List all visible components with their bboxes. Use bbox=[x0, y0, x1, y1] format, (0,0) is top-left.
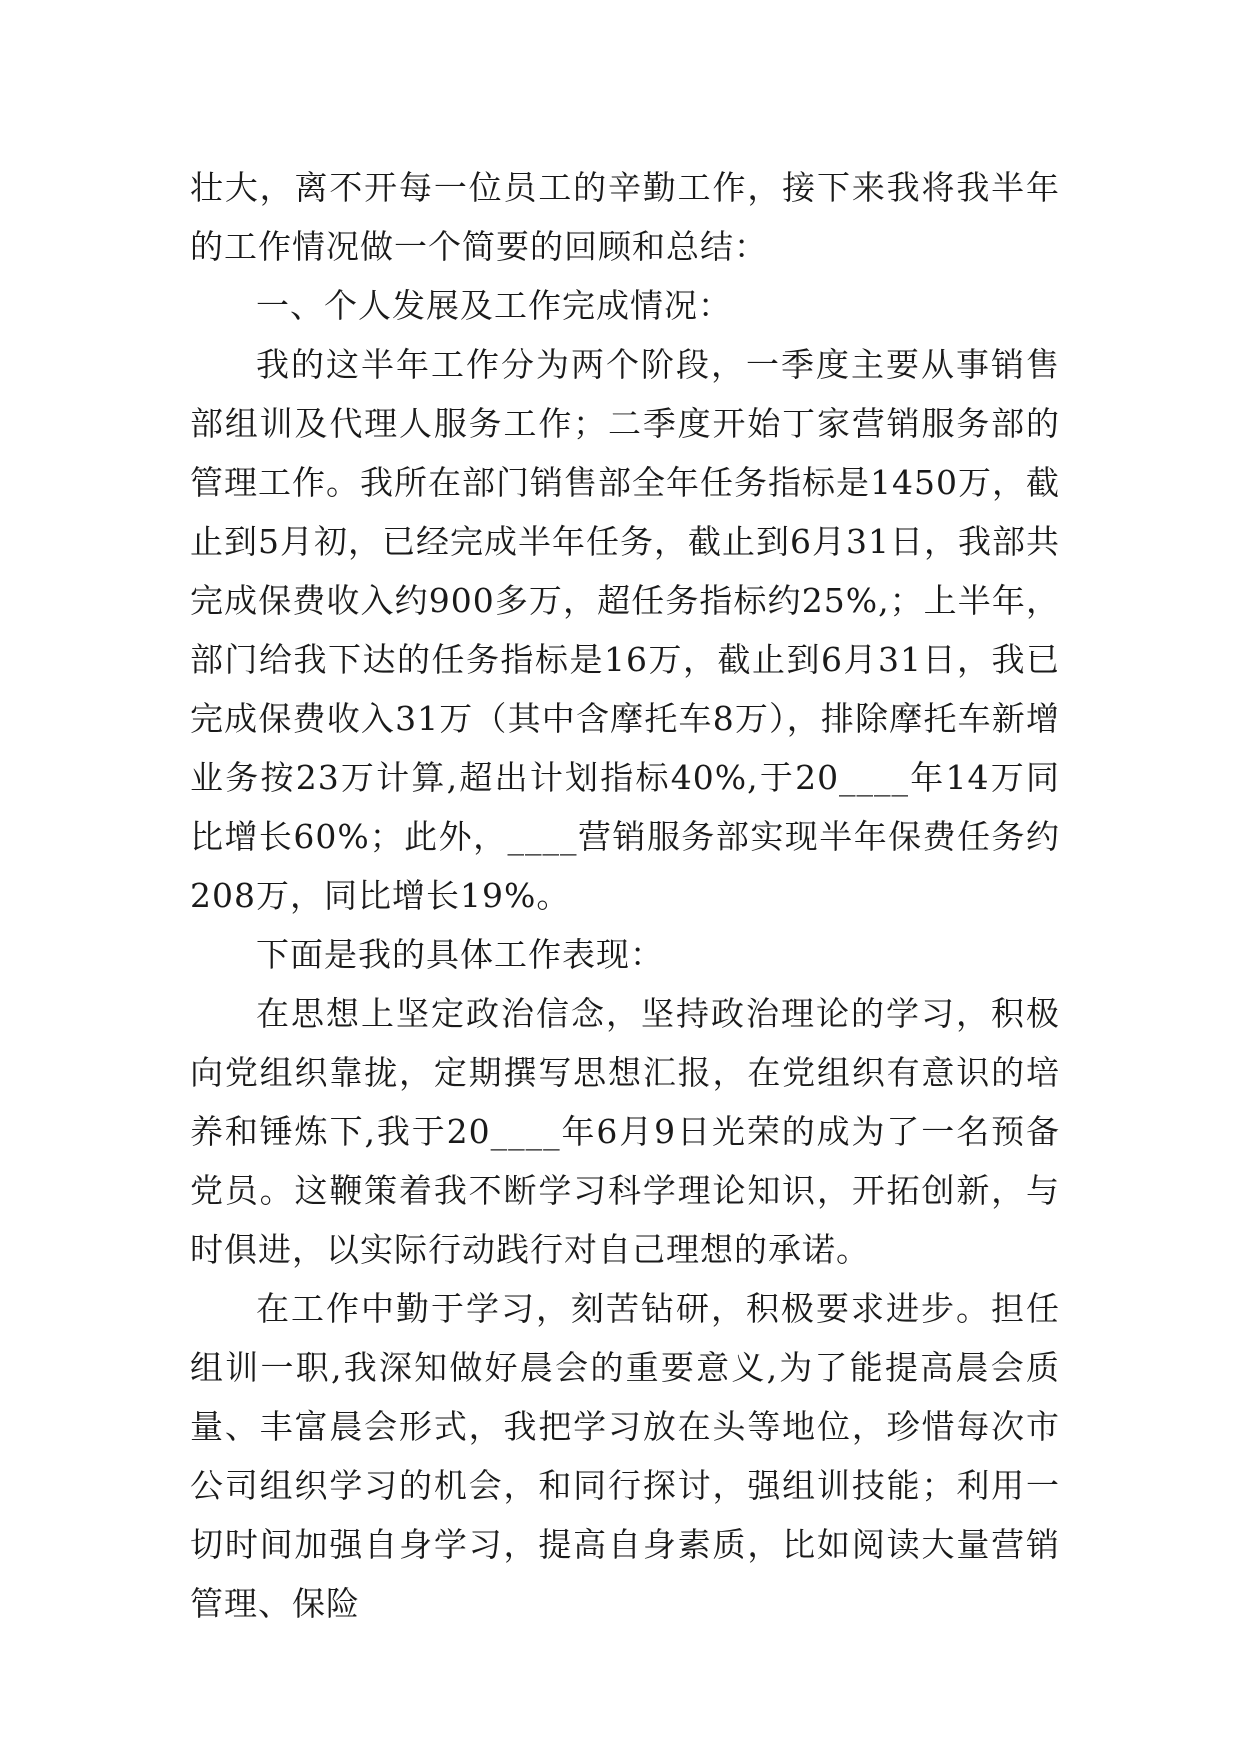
paragraph-5: 在思想上坚定政治信念，坚持政治理论的学习，积极向党组织靠拢，定期撰写思想汇报，在党组织有意识的培养和锤炼下,我于20____年6月9日光荣的成为了一名预备党员。这鞭策着我不断学习科学理论知识，开拓创新，与时俱进，以实际行动践行对自己理想的承诺。 bbox=[190, 994, 1060, 1269]
paragraph-1: 壮大，离不开每一位员工的辛勤工作，接下来我将我半年的工作情况做一个简要的回顾和总结： bbox=[190, 168, 1060, 266]
paragraph-4: 下面是我的具体工作表现： bbox=[256, 935, 664, 974]
paragraph-2-heading: 一、个人发展及工作完成情况： bbox=[256, 286, 732, 325]
document-body bbox=[190, 158, 1060, 1633]
paragraph-3: 我的这半年工作分为两个阶段，一季度主要从事销售部组训及代理人服务工作；二季度开始丁家营销服务部的管理工作。我所在部门销售部全年任务指标是1450万，截止到5月初，已经完成半年任务，截止到6月31日，我部共完成保费收入约900多万，超任务指标约25%,；上半年，部门给我下达的任务指标是16万，截止到6月31日，我已完成保费收入31万（其中含摩托车8万），排除摩托车新增业务按23万计算,超出计划指标40%,于20____年14万同比增长60%；此外，____营销服务部实现半年保费任务约208万，同比增长19%。 bbox=[190, 345, 1060, 915]
paragraph-6: 在工作中勤于学习，刻苦钻研，积极要求进步。担任组训一职,我深知做好晨会的重要意义,为了能提高晨会质量、丰富晨会形式，我把学习放在头等地位，珍惜每次市公司组织学习的机会，和同行探讨，强组训技能；利用一切时间加强自身学习，提高自身素质，比如阅读大量营销管理、保险 bbox=[190, 1289, 1060, 1623]
